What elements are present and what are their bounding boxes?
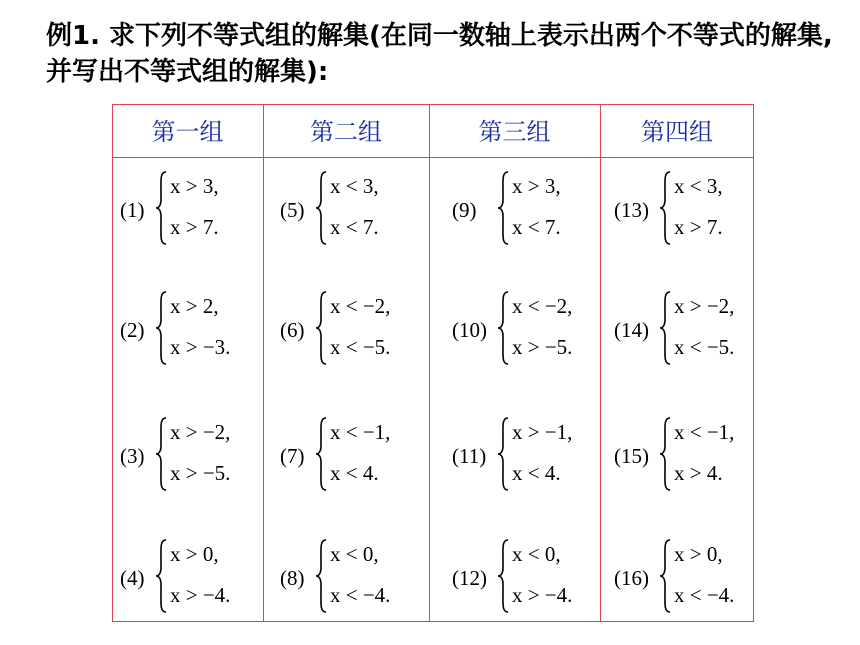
inequality-line-2: x > −3. — [170, 335, 231, 359]
system-number: (9) — [452, 198, 477, 222]
inequality-line-1: x > 0, — [170, 542, 219, 566]
system-number: (8) — [280, 566, 305, 590]
system-number: (15) — [614, 444, 649, 468]
left-brace-icon — [496, 290, 510, 366]
left-brace-icon — [496, 538, 510, 614]
inequality-line-2: x < −5. — [674, 335, 735, 359]
inequality-system — [280, 170, 420, 250]
left-brace-icon — [154, 538, 168, 614]
inequality-line-1: x > 3, — [170, 174, 219, 198]
left-brace-icon — [496, 416, 510, 492]
inequality-system — [614, 170, 754, 250]
left-brace-icon — [658, 538, 672, 614]
header-group-1: 第一组 — [151, 118, 224, 146]
system-number: (3) — [120, 444, 145, 468]
left-brace-icon — [658, 170, 672, 246]
column-divider — [263, 104, 264, 622]
inequality-line-1: x < −1, — [674, 420, 735, 444]
inequality-line-2: x < −4. — [674, 583, 735, 607]
system-number: (12) — [452, 566, 487, 590]
inequality-line-1: x > 3, — [512, 174, 561, 198]
left-brace-icon — [314, 170, 328, 246]
inequality-system — [280, 416, 420, 496]
inequality-line-1: x > 0, — [674, 542, 723, 566]
left-brace-icon — [154, 416, 168, 492]
system-number: (13) — [614, 198, 649, 222]
left-brace-icon — [154, 170, 168, 246]
inequality-line-2: x < −4. — [330, 583, 391, 607]
inequality-line-2: x < 7. — [512, 215, 561, 239]
inequality-line-1: x < 0, — [330, 542, 379, 566]
inequality-system — [452, 170, 592, 250]
header-group-4: 第四组 — [641, 118, 713, 146]
system-number: (16) — [614, 566, 649, 590]
left-brace-icon — [154, 290, 168, 366]
left-brace-icon — [658, 290, 672, 366]
system-number: (11) — [452, 444, 487, 468]
inequality-line-2: x > 7. — [170, 215, 219, 239]
inequality-system — [280, 290, 420, 370]
inequality-line-1: x < 3, — [674, 174, 723, 198]
system-number: (2) — [120, 318, 145, 342]
inequality-system — [614, 538, 754, 618]
inequality-line-1: x > −2, — [170, 420, 231, 444]
inequality-system — [120, 538, 260, 618]
inequality-system — [120, 170, 260, 250]
column-divider — [600, 104, 601, 622]
inequality-line-1: x > −2, — [674, 294, 735, 318]
inequality-system — [280, 538, 420, 618]
inequality-line-2: x < −5. — [330, 335, 391, 359]
inequality-line-1: x < −2, — [330, 294, 391, 318]
system-number: (6) — [280, 318, 305, 342]
inequality-line-2: x > −4. — [170, 583, 231, 607]
inequality-system — [614, 290, 754, 370]
inequality-line-2: x > 7. — [674, 215, 723, 239]
inequality-system — [120, 290, 260, 370]
inequality-line-2: x > −4. — [512, 583, 573, 607]
inequality-line-2: x > 4. — [674, 461, 723, 485]
header-group-3: 第三组 — [478, 118, 551, 146]
inequality-system — [452, 290, 592, 370]
system-number: (10) — [452, 318, 487, 342]
inequality-line-1: x < −1, — [330, 420, 391, 444]
inequality-line-1: x > −1, — [512, 420, 573, 444]
system-number: (7) — [280, 444, 305, 468]
column-divider — [429, 104, 430, 622]
system-number: (14) — [614, 318, 649, 342]
inequality-line-1: x < 3, — [330, 174, 379, 198]
inequality-line-1: x < −2, — [512, 294, 573, 318]
inequality-line-2: x > −5. — [170, 461, 231, 485]
left-brace-icon — [314, 538, 328, 614]
left-brace-icon — [496, 170, 510, 246]
system-number: (1) — [120, 198, 145, 222]
left-brace-icon — [314, 290, 328, 366]
inequality-line-2: x < 4. — [330, 461, 379, 485]
inequality-line-2: x < 4. — [512, 461, 561, 485]
system-number: (4) — [120, 566, 145, 590]
problem-title: 例1. 求下列不等式组的解集(在同一数轴上表示出两个不等式的解集,并写出不等式组的解集): — [46, 21, 833, 87]
left-brace-icon — [658, 416, 672, 492]
inequality-line-2: x < 7. — [330, 215, 379, 239]
inequality-line-1: x < 0, — [512, 542, 561, 566]
system-number: (5) — [280, 198, 305, 222]
inequality-system — [452, 416, 592, 496]
inequality-line-1: x > 2, — [170, 294, 219, 318]
header-group-2: 第二组 — [310, 118, 382, 146]
header-divider — [112, 157, 754, 158]
inequality-system — [614, 416, 754, 496]
left-brace-icon — [314, 416, 328, 492]
inequality-system — [120, 416, 260, 496]
inequality-line-2: x > −5. — [512, 335, 573, 359]
inequality-system — [452, 538, 592, 618]
